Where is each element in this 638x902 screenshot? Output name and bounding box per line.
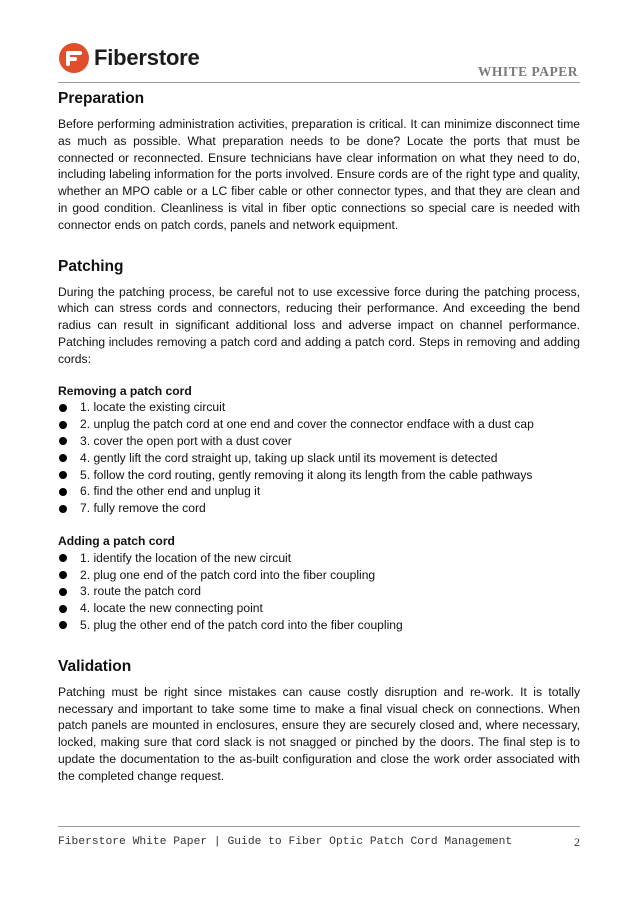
page-header bbox=[58, 42, 580, 83]
preparation-heading: Preparation bbox=[58, 90, 145, 107]
bullet-icon bbox=[59, 571, 67, 579]
step-text: 1. locate the existing circuit bbox=[80, 400, 226, 415]
bullet-icon bbox=[59, 605, 67, 613]
list-item bbox=[58, 600, 580, 617]
bullet-icon bbox=[59, 454, 67, 462]
step-text: 3. route the patch cord bbox=[80, 584, 202, 599]
list-item bbox=[58, 617, 580, 634]
removing-steps-list bbox=[58, 399, 580, 517]
step-text: 2. plug one end of the patch cord into the fiber coupling bbox=[80, 567, 376, 582]
preparation-paragraph: Before performing administration activities, preparation is critical. It can minimize disconnect time as much as possible. What preparation needs to be done? Locate the ports that must be connected or reconnected. Ensure technicians have clear information on what they need to do, including labeling information for the ports involved. Ensure cords are of the right type and quality, whether an MPO cable or a LC fiber cable or other connector types, and that they are clean and in good condition. Cleanliness is vital in fiber optic connections so special care is needed with connector ends on patch cords, panels and network equipment. bbox=[58, 117, 580, 232]
step-text: 4. gently lift the cord straight up, taking up slack until its movement is detected bbox=[80, 450, 498, 465]
list-item bbox=[58, 483, 580, 500]
bullet-icon bbox=[59, 588, 67, 596]
list-item bbox=[58, 583, 580, 600]
step-text: 2. unplug the patch cord at one end and cover the connector endface with a dust cap bbox=[80, 417, 534, 432]
bullet-icon bbox=[59, 505, 67, 513]
footer-text: Fiberstore White Paper | Guide to Fiber Optic Patch Cord Management bbox=[58, 836, 513, 848]
patching-paragraph: During the patching process, be careful not to use excessive force during the patching process, which can stress cords and connectors, reducing their performance. And exceeding the bend radius can result in significant additional loss and adverse impact on channel performance. Patching includes removing a patch cord and adding a patch cord. Steps in removing and adding cords: bbox=[58, 284, 580, 366]
brand-name: Fiberstore bbox=[94, 45, 200, 70]
bullet-icon bbox=[59, 437, 67, 445]
bullet-icon bbox=[59, 471, 67, 479]
step-text: 4. locate the new connecting point bbox=[80, 601, 263, 616]
step-text: 3. cover the open port with a dust cover bbox=[80, 433, 292, 448]
page-number: 2 bbox=[574, 835, 580, 849]
bullet-icon bbox=[59, 554, 67, 562]
list-item bbox=[58, 500, 580, 517]
bullet-icon bbox=[59, 488, 67, 496]
bullet-icon bbox=[59, 421, 67, 429]
list-item bbox=[58, 399, 580, 416]
brand-logo bbox=[58, 42, 200, 74]
list-item bbox=[58, 450, 580, 467]
list-item bbox=[58, 433, 580, 450]
list-item bbox=[58, 416, 580, 433]
list-item bbox=[58, 550, 580, 567]
adding-steps-list bbox=[58, 550, 580, 634]
fiberstore-logo-icon bbox=[58, 42, 90, 74]
removing-subheading: Removing a patch cord bbox=[58, 383, 192, 398]
document-type-label: WHITE PAPER bbox=[477, 64, 578, 79]
list-item bbox=[58, 467, 580, 484]
step-text: 6. find the other end and unplug it bbox=[80, 484, 261, 499]
bullet-icon bbox=[59, 404, 67, 412]
page-footer bbox=[58, 826, 580, 857]
step-text: 7. fully remove the cord bbox=[80, 501, 206, 516]
step-text: 1. identify the location of the new circuit bbox=[80, 550, 292, 565]
step-text: 5. plug the other end of the patch cord into the fiber coupling bbox=[80, 617, 403, 632]
validation-heading: Validation bbox=[58, 657, 132, 675]
adding-subheading: Adding a patch cord bbox=[58, 533, 175, 548]
step-text: 5. follow the cord routing, gently removing it along its length from the cable pathways bbox=[80, 467, 533, 482]
bullet-icon bbox=[59, 621, 67, 629]
patching-heading: Patching bbox=[58, 257, 124, 275]
list-item bbox=[58, 567, 580, 584]
page-content bbox=[58, 90, 580, 785]
validation-paragraph: Patching must be right since mistakes can cause costly disruption and re-work. It is totally necessary and important to take some time to make a final visual check on connections. When patch panels are mounted in enclosures, ensure they are securely closed and, where necessary, locked, making sure that cord slack is not snagged or pinched by the doors. The final step is to update the documentation to the as-built configuration and close the work order associated with the completed change request. bbox=[58, 684, 580, 783]
